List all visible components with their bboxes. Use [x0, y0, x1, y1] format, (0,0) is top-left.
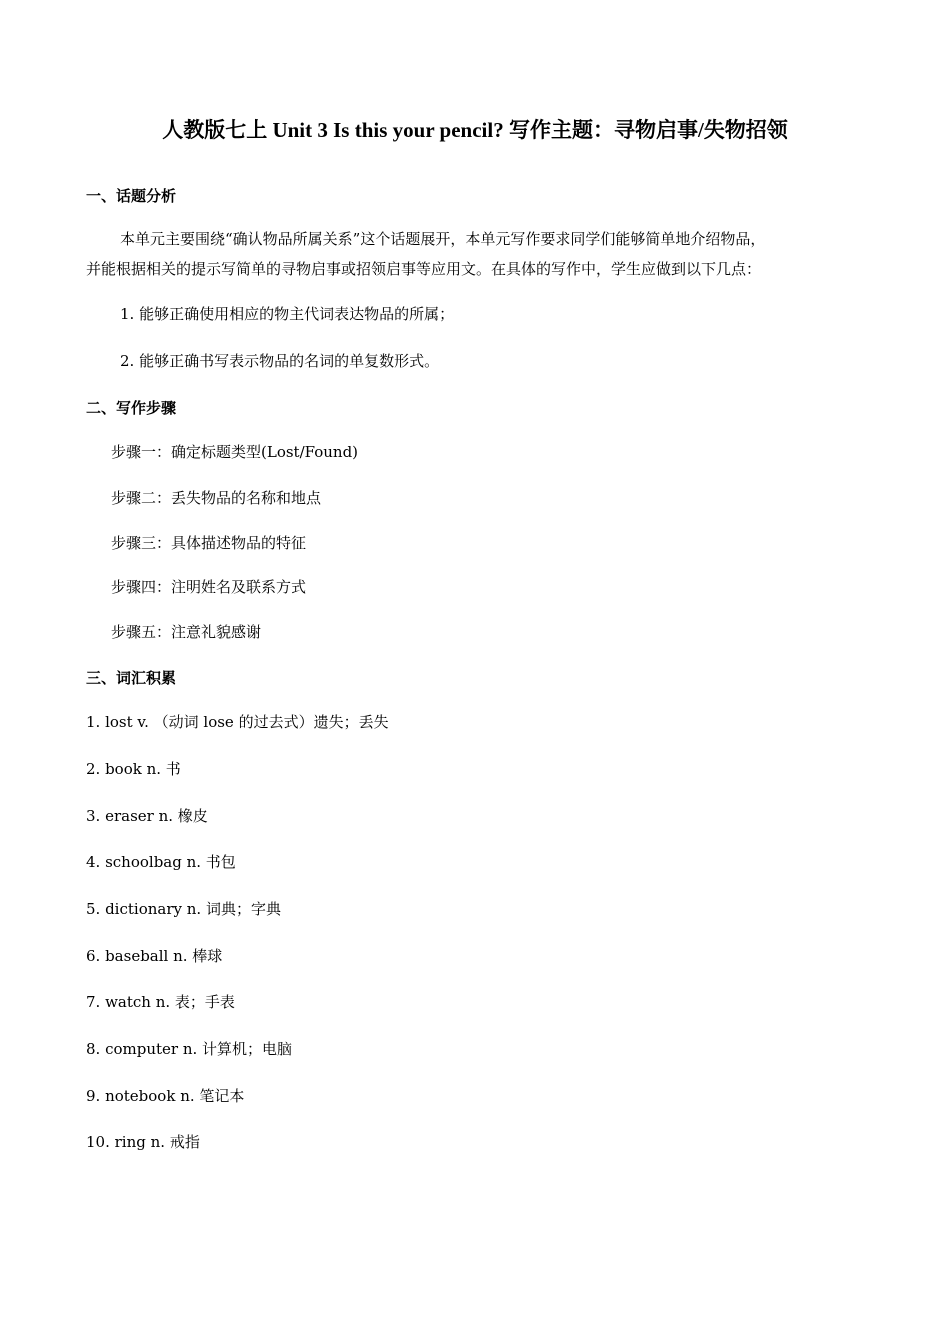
page-title: 人教版七上 Unit 3 Is this your pencil? 写作主题：寻物启事/失物招领 [162, 118, 788, 142]
topic-paragraph-line-1: 本单元主要围绕“确认物品所属关系”这个话题展开，本单元写作要求同学们能够简单地介绍物品， [120, 230, 766, 248]
vocab-item-4: 4. schoolbag n. 书包 [86, 853, 236, 871]
section-heading-topic-analysis: 一、话题分析 [86, 187, 177, 205]
section-heading-vocabulary: 三、词汇积累 [86, 669, 177, 687]
writing-step-3: 步骤三：具体描述物品的特征 [111, 534, 307, 552]
vocab-item-3: 3. eraser n. 橡皮 [86, 807, 208, 825]
writing-step-4: 步骤四：注明姓名及联系方式 [111, 578, 307, 596]
writing-step-2: 步骤二：丢失物品的名称和地点 [111, 489, 322, 507]
vocab-item-10: 10. ring n. 戒指 [86, 1133, 200, 1151]
topic-paragraph-line-2: 并能根据相关的提示写简单的寻物启事或招领启事等应用文。在具体的写作中，学生应做到以下几点： [86, 260, 762, 278]
vocab-item-8: 8. computer n. 计算机；电脑 [86, 1040, 293, 1058]
vocab-item-6: 6. baseball n. 棒球 [86, 947, 223, 965]
vocab-item-2: 2. book n. 书 [86, 760, 181, 778]
vocab-item-9: 9. notebook n. 笔记本 [86, 1087, 245, 1105]
writing-step-5: 步骤五：注意礼貌感谢 [111, 623, 262, 641]
topic-point-1: 1. 能够正确使用相应的物主代词表达物品的所属； [120, 305, 455, 323]
section-heading-writing-steps: 二、写作步骤 [86, 399, 177, 417]
vocab-item-7: 7. watch n. 表；手表 [86, 993, 235, 1011]
writing-step-1: 步骤一：确定标题类型(Lost/Found) [111, 443, 359, 461]
vocab-item-5: 5. dictionary n. 词典；字典 [86, 900, 281, 918]
vocab-item-1: 1. lost v. （动词 lose 的过去式）遗失；丢失 [86, 713, 389, 731]
topic-point-2: 2. 能够正确书写表示物品的名词的单复数形式。 [120, 352, 440, 370]
